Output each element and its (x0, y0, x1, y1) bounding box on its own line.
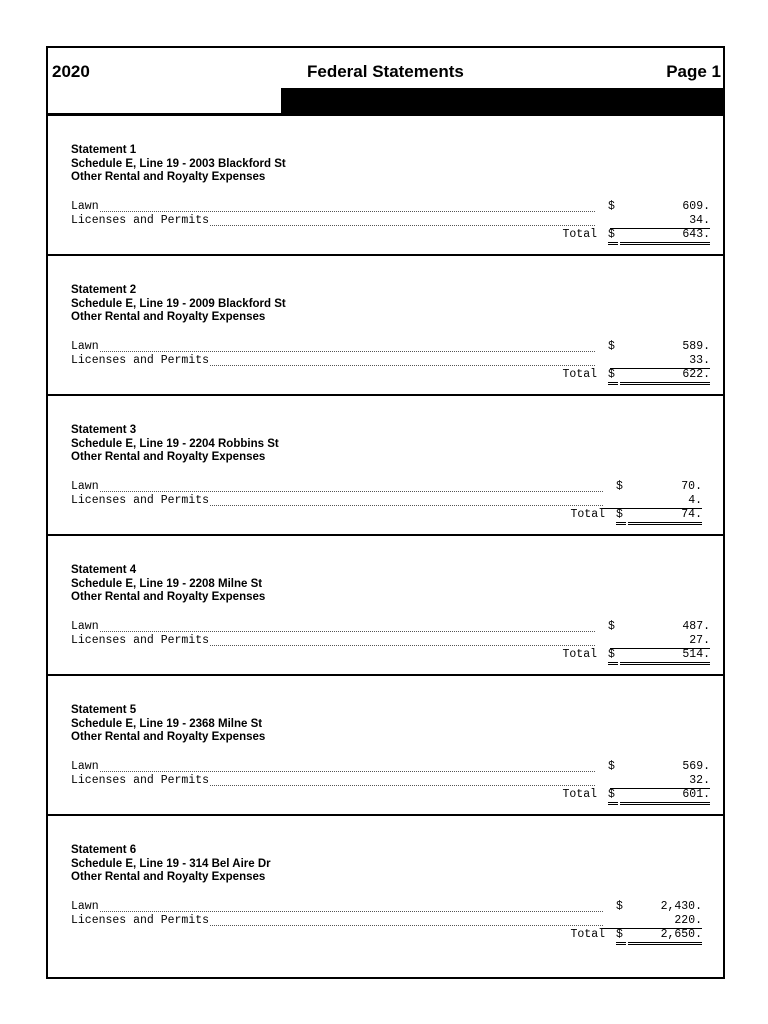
line-item-label: Lawn (71, 200, 99, 213)
statement-category: Other Rental and Royalty Expenses (71, 731, 266, 743)
total-amount: 643. (620, 228, 710, 245)
line-item-lawn (71, 620, 595, 634)
line-item-label: Lawn (71, 480, 99, 493)
statement-schedule: Schedule E, Line 19 - 2208 Milne St (71, 577, 263, 590)
tax-year: 2020 (52, 62, 90, 81)
statement-schedule: Schedule E, Line 19 - 2204 Robbins St (71, 437, 279, 450)
leader-dots (71, 771, 595, 772)
redaction-bar (281, 88, 725, 113)
total-label: Total (570, 928, 605, 941)
line-item-label: Licenses and Permits (71, 634, 210, 647)
total-amount: 74. (628, 508, 702, 525)
line-item-amount: 2,430. (660, 900, 702, 913)
line-item-licenses (71, 354, 595, 368)
statement-heading (71, 144, 286, 185)
line-item-amount: 34. (610, 214, 710, 229)
line-item-licenses (71, 494, 603, 508)
leader-dots (71, 631, 595, 632)
statement-category: Other Rental and Royalty Expenses (71, 871, 266, 883)
currency-symbol: $ (608, 340, 615, 353)
total-label: Total (562, 648, 597, 661)
line-item-label: Licenses and Permits (71, 914, 210, 927)
statement-title: Statement 4 (71, 564, 137, 576)
line-item-lawn (71, 900, 603, 914)
statement-block (48, 116, 723, 256)
line-item-label: Lawn (71, 340, 99, 353)
currency-symbol: $ (608, 368, 618, 385)
statement-schedule: Schedule E, Line 19 - 2003 Blackford St (71, 157, 286, 170)
total-label: Total (570, 508, 605, 521)
total-amount: 601. (620, 788, 710, 805)
line-item-lawn (71, 480, 603, 494)
statement-block (48, 816, 723, 956)
statement-category: Other Rental and Royalty Expenses (71, 311, 266, 323)
line-item-amount: 4. (602, 494, 702, 509)
line-item-licenses (71, 634, 595, 648)
line-item-lawn (71, 760, 595, 774)
currency-symbol: $ (608, 620, 615, 633)
statement-category: Other Rental and Royalty Expenses (71, 171, 266, 183)
currency-symbol: $ (608, 760, 615, 773)
page-header (48, 48, 723, 116)
statement-title: Statement 5 (71, 704, 137, 716)
currency-symbol: $ (616, 900, 623, 913)
line-item-label: Lawn (71, 900, 99, 913)
line-item-lawn (71, 200, 595, 214)
total-amount: 514. (620, 648, 710, 665)
statement-title: Statement 2 (71, 284, 137, 296)
statement-block (48, 256, 723, 396)
statement-block (48, 676, 723, 816)
line-item-amount: 609. (682, 200, 710, 213)
line-item-amount: 589. (682, 340, 710, 353)
statement-category: Other Rental and Royalty Expenses (71, 451, 266, 463)
total-label: Total (562, 368, 597, 381)
statement-block (48, 536, 723, 676)
line-item-label: Licenses and Permits (71, 774, 210, 787)
currency-symbol: $ (616, 928, 626, 945)
line-item-label: Licenses and Permits (71, 354, 210, 367)
statement-heading (71, 284, 286, 325)
leader-dots (71, 351, 595, 352)
statement-title: Statement 1 (71, 144, 137, 156)
leader-dots (71, 491, 603, 492)
total-amount: 622. (620, 368, 710, 385)
line-item-licenses (71, 214, 595, 228)
line-item-licenses (71, 774, 595, 788)
line-item-lawn (71, 340, 595, 354)
leader-dots (71, 911, 603, 912)
currency-symbol: $ (608, 228, 618, 245)
page-number: Page 1 (666, 62, 721, 81)
line-item-label: Licenses and Permits (71, 214, 210, 227)
statement-schedule: Schedule E, Line 19 - 314 Bel Aire Dr (71, 857, 271, 870)
currency-symbol: $ (616, 480, 623, 493)
statement-heading (71, 704, 265, 745)
statement-schedule: Schedule E, Line 19 - 2368 Milne St (71, 717, 263, 730)
line-item-licenses (71, 914, 603, 928)
currency-symbol: $ (608, 200, 615, 213)
line-item-amount: 569. (682, 760, 710, 773)
statement-heading (71, 424, 279, 465)
statement-block (48, 396, 723, 536)
line-item-label: Licenses and Permits (71, 494, 210, 507)
line-item-amount: 27. (610, 634, 710, 649)
total-label: Total (562, 228, 597, 241)
total-amount: 2,650. (628, 928, 702, 945)
currency-symbol: $ (616, 508, 626, 525)
leader-dots (71, 211, 595, 212)
currency-symbol: $ (608, 648, 618, 665)
statement-heading (71, 844, 271, 885)
statement-heading (71, 564, 265, 605)
line-item-amount: 70. (681, 480, 702, 493)
line-item-label: Lawn (71, 620, 99, 633)
currency-symbol: $ (608, 788, 618, 805)
line-item-amount: 487. (682, 620, 710, 633)
line-item-amount: 32. (610, 774, 710, 789)
line-item-amount: 33. (610, 354, 710, 369)
statement-title: Statement 6 (71, 844, 137, 856)
federal-statements-page (46, 46, 725, 979)
line-item-amount: 220. (602, 914, 702, 929)
line-item-label: Lawn (71, 760, 99, 773)
statement-schedule: Schedule E, Line 19 - 2009 Blackford St (71, 297, 286, 310)
statement-title: Statement 3 (71, 424, 137, 436)
page-title: Federal Statements (307, 62, 464, 81)
statement-category: Other Rental and Royalty Expenses (71, 591, 266, 603)
total-label: Total (562, 788, 597, 801)
